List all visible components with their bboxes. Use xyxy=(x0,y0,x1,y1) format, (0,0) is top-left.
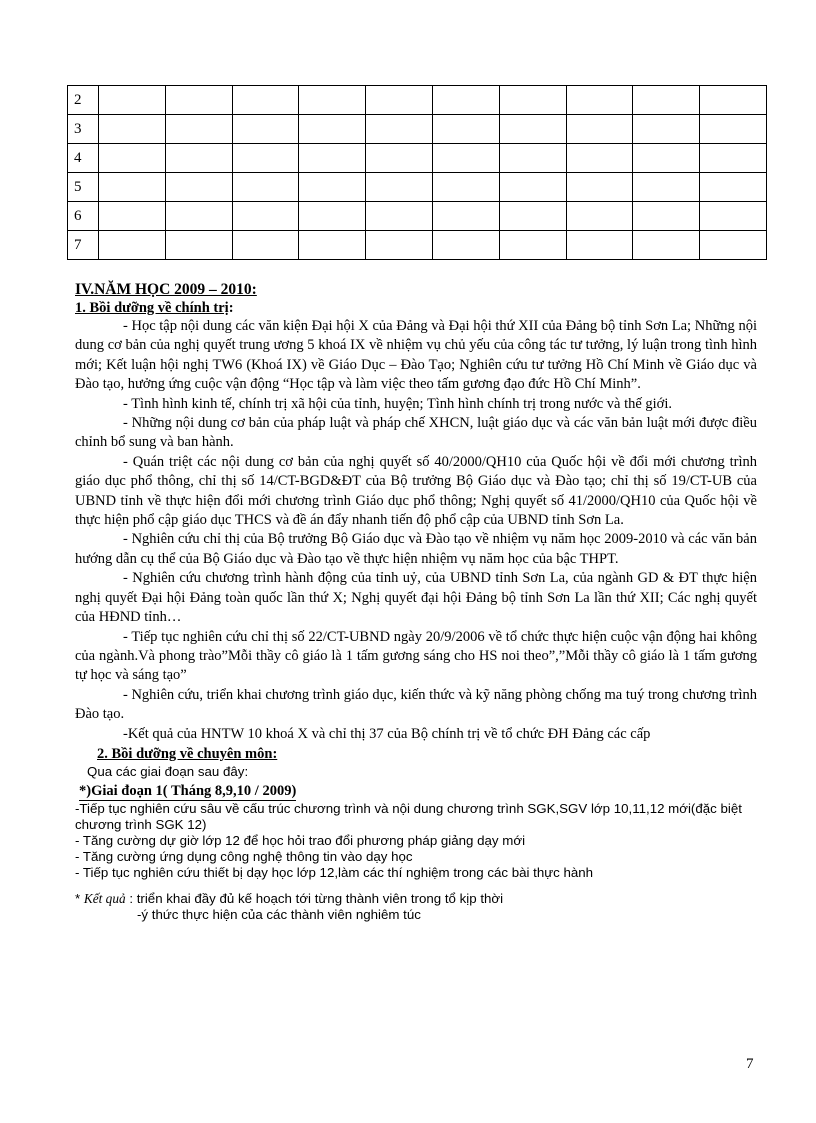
row-number: 7 xyxy=(68,231,99,260)
sec1-paragraph: - Tình hình kinh tế, chính trị xã hội của tỉnh, huyện; Tình hình chính trị trong nước và thế giới. xyxy=(123,395,673,412)
table-cell xyxy=(566,173,633,202)
result-line: * Kết quả : triển khai đầy đủ kế hoạch tới từng thành viên trong tổ kịp thời xyxy=(75,890,504,906)
table-cell xyxy=(499,115,566,144)
table-cell xyxy=(499,202,566,231)
table-row xyxy=(68,231,767,260)
sec1-paragraph: - Quán triệt các nội dung cơ bản của nghị quyết số 40/2000/QH10 của Quốc hội về đổi mới chương trình giáo dục phổ thông, chỉ thị số 14/CT-BGD&ĐT của Bộ trưởng Bộ Giáo dục và Đào tạo; chỉ thị số 19/CT-UB của UBND tỉnh về thực hiện đổi mới chương trình Giáo dục phổ thông; Nghị quyết số 41/2000/QH10 của Quốc hội về thực hiện phổ cập giáo dục THCS và đề án đẩy nhanh tiến độ phổ cập của UBND tỉnh Sơn La. xyxy=(75,453,757,529)
table-cell xyxy=(232,173,299,202)
sec2-title-text: 2. Bồi dưỡng về chuyên môn: xyxy=(97,745,278,762)
table-cell xyxy=(566,202,633,231)
table-row xyxy=(68,115,767,144)
table-cell xyxy=(366,231,433,260)
section-heading: IV.NĂM HỌC 2009 – 2010: xyxy=(75,281,257,298)
row-number: 5 xyxy=(68,173,99,202)
table-cell xyxy=(499,173,566,202)
sec1-paragraph: - Những nội dung cơ bản của pháp luật và pháp chế XHCN, luật giáo dục và các văn bản luật mới được điều chỉnh bổ sung và ban hành. xyxy=(75,415,757,451)
table-cell xyxy=(99,202,166,231)
table-cell xyxy=(700,231,767,260)
row-number: 2 xyxy=(68,86,99,115)
table-cell xyxy=(700,173,767,202)
table-cell xyxy=(633,144,700,173)
table-cell xyxy=(232,115,299,144)
table-cell xyxy=(232,86,299,115)
table-cell xyxy=(99,231,166,260)
table-cell xyxy=(99,144,166,173)
table-cell xyxy=(700,86,767,115)
table-row xyxy=(68,202,767,231)
table-cell xyxy=(99,173,166,202)
table-cell xyxy=(432,86,499,115)
sec1-paragraph: -Kết quả của HNTW 10 khoá X và chỉ thị 37 của Bộ chính trị về tổ chức ĐH Đảng các cấp xyxy=(123,725,651,742)
phase-line: - Tiếp tục nghiên cứu thiết bị dạy học lớp 12,làm các thí nghiệm trong các bài thực hành xyxy=(75,864,594,880)
table-cell xyxy=(165,202,232,231)
table-cell xyxy=(232,202,299,231)
table-cell xyxy=(700,115,767,144)
table-cell xyxy=(366,115,433,144)
table-cell xyxy=(499,86,566,115)
table-cell xyxy=(566,86,633,115)
document-body xyxy=(75,281,757,923)
table-cell xyxy=(165,144,232,173)
table-cell xyxy=(232,144,299,173)
sec1-paragraph: - Nghiên cứu chương trình hành động của tỉnh uỷ, của UBND tỉnh Sơn La, của ngành GD & ĐT thực hiện nghị quyết Đại hội Đảng toàn quốc lần thứ X; Nghị quyết đại hội Đảng bộ tỉnh Sơn La lần thứ XII; Các nghị quyết của HĐND tỉnh… xyxy=(75,570,757,626)
row-number: 3 xyxy=(68,115,99,144)
row-number: 6 xyxy=(68,202,99,231)
table-row xyxy=(68,173,767,202)
table-row xyxy=(68,144,767,173)
table-cell xyxy=(499,144,566,173)
sec2-intro: Qua các giai đoạn sau đây: xyxy=(87,763,249,779)
table-cell xyxy=(366,144,433,173)
table-cell xyxy=(566,115,633,144)
evaluation-table xyxy=(67,85,767,260)
table-row xyxy=(68,86,767,115)
table-cell xyxy=(366,86,433,115)
table-cell xyxy=(566,144,633,173)
phase-line: - Tăng cường dự giờ lớp 12 để học hỏi trao đổi phương pháp giảng dạy mới xyxy=(75,832,526,848)
page-number: 7 xyxy=(746,1056,754,1072)
table-cell xyxy=(366,173,433,202)
table-cell xyxy=(165,173,232,202)
sec1-title xyxy=(75,299,757,317)
table-cell xyxy=(633,86,700,115)
table-cell xyxy=(633,173,700,202)
table-cell xyxy=(99,86,166,115)
sec1-title-text: 1. Bồi dưỡng về chính trị xyxy=(75,300,229,316)
table-cell xyxy=(299,115,366,144)
result-line-2: -ý thức thực hiện của các thành viên nghiêm túc xyxy=(137,906,421,922)
sec1-paragraph: - Nghiên cứu, triển khai chương trình giáo dục, kiến thức và kỹ năng phòng chống ma tuý trong chương trình Đào tạo. xyxy=(75,686,757,723)
table-cell xyxy=(432,231,499,260)
sec1-paragraph: - Tiếp tục nghiên cứu chỉ thị số 22/CT-UBND ngày 20/9/2006 về tổ chức thực hiện cuộc vận động hai không của ngành.Và phong trào”Mỗi thầy cô giáo là 1 tấm gương sáng cho HS noi theo”,”Mỗi thầy cô giáo là 1 tấm gương tự học và sáng tạo” xyxy=(75,628,757,684)
table-cell xyxy=(165,115,232,144)
table-cell xyxy=(499,231,566,260)
result-text: : triển khai đầy đủ kế hoạch tới từng thành viên trong tổ kịp thời xyxy=(129,890,504,906)
table-cell xyxy=(432,173,499,202)
row-number: 4 xyxy=(68,144,99,173)
table-cell xyxy=(299,202,366,231)
table-cell xyxy=(299,144,366,173)
table-cell xyxy=(432,202,499,231)
table-cell xyxy=(99,115,166,144)
table-cell xyxy=(432,144,499,173)
table-cell xyxy=(432,115,499,144)
table-cell xyxy=(633,115,700,144)
phase-line: -Tiếp tục nghiên cứu sâu về cấu trúc chương trình và nội dung chương trình SGK,SGV lớp 10,11,12 mới(đặc biệt chương trình SGK 12) xyxy=(75,800,742,832)
table-cell xyxy=(165,231,232,260)
sec1-paragraph: - Nghiên cứu chỉ thị của Bộ trưởng Bộ Giáo dục và Đào tạo về nhiệm vụ năm học 2009-2010 và các văn bản hướng dẫn cụ thể của Bộ Giáo dục và Đào tạo về thực hiện nhiệm vụ năm học của bậc THPT. xyxy=(75,531,757,567)
table-cell xyxy=(633,231,700,260)
phase-title: *)Giai đoạn 1( Tháng 8,9,10 / 2009) xyxy=(79,782,297,799)
result-label: Kết quả xyxy=(83,890,126,906)
table-cell xyxy=(299,86,366,115)
table-cell xyxy=(232,231,299,260)
sec1-title-colon: : xyxy=(228,300,234,316)
sec1-paragraph: - Học tập nội dung các văn kiện Đại hội X của Đảng và Đại hội thứ XII của Đảng bộ tỉnh Sơn La; Những nội dung cơ bản của nghị quyết trung ương 5 khoá IX về nhiệm vụ chủ yếu của công tác tư tưởng, lý luận trong tình hình mới; Kết luận hội nghị TW6 (Khoá IX) về Giáo Dục – Đào Tạo; Nghiên cứu tư tưởng Hồ Chí Minh về Giáo dục và Đào tạo, hưởng ứng cuộc vận động “Học tập và làm việc theo tấm gương đạo đức Hồ Chí Minh”. xyxy=(75,318,757,393)
table-cell xyxy=(566,231,633,260)
table-cell xyxy=(366,202,433,231)
table-cell xyxy=(299,173,366,202)
table-cell xyxy=(633,202,700,231)
table-cell xyxy=(700,144,767,173)
sec2-title xyxy=(97,744,757,764)
table-cell xyxy=(700,202,767,231)
table-cell xyxy=(165,86,232,115)
phase-line: - Tăng cường ứng dụng công nghệ thông tin vào dạy học xyxy=(75,848,413,864)
table-cell xyxy=(299,231,366,260)
